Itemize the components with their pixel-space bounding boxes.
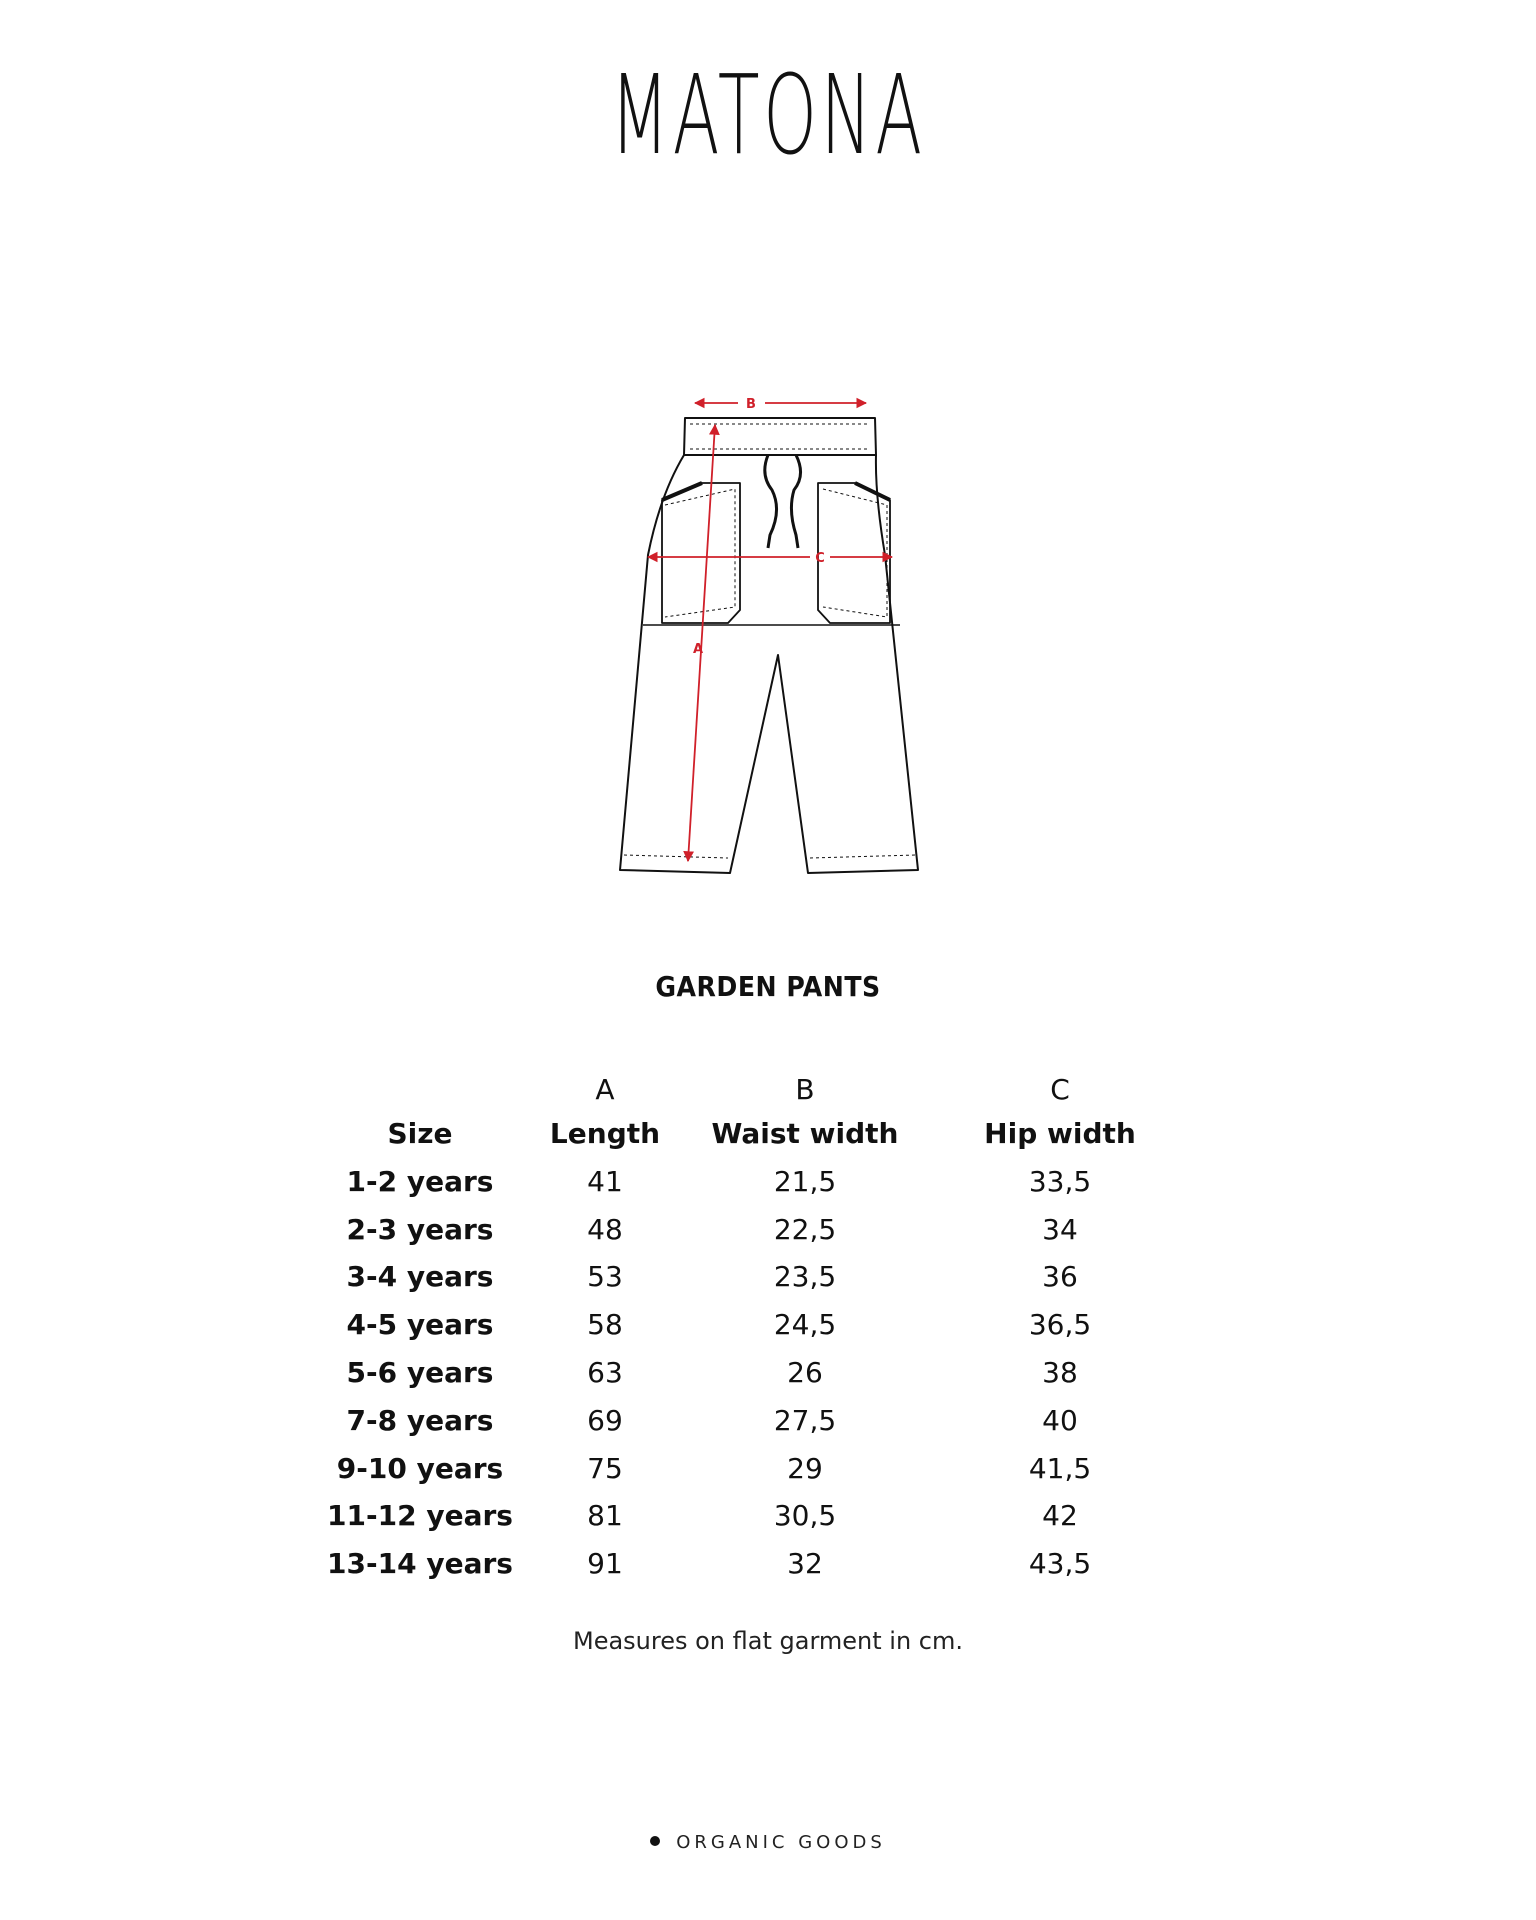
cell-size: 1-2 years — [346, 1164, 494, 1198]
cell-hip-width: 36 — [1042, 1260, 1078, 1294]
cell-size: 4-5 years — [346, 1308, 494, 1342]
table-row — [300, 1349, 1200, 1397]
cell-waist-width: 27,5 — [773, 1403, 837, 1437]
cell-waist-width: 30,5 — [773, 1499, 837, 1533]
table-row — [300, 1492, 1200, 1540]
cell-length: 91 — [587, 1547, 623, 1581]
pants-outline — [620, 418, 918, 873]
cell-size: 2-3 years — [346, 1212, 494, 1246]
cell-length: 48 — [587, 1212, 623, 1246]
cell-length: 63 — [587, 1355, 623, 1389]
cell-hip-width: 33,5 — [1028, 1164, 1092, 1198]
table-row — [300, 1397, 1200, 1445]
table-row — [300, 1540, 1200, 1588]
label-a: A — [692, 642, 704, 657]
cell-hip-width: 36,5 — [1028, 1308, 1092, 1342]
header-hip-width: Hip width — [984, 1117, 1136, 1150]
cell-waist-width: 22,5 — [773, 1212, 837, 1246]
cell-size: 13-14 years — [327, 1547, 513, 1581]
cell-length: 58 — [587, 1308, 623, 1342]
letter-c: C — [1050, 1073, 1070, 1106]
product-title: GARDEN PANTS — [655, 970, 881, 1003]
measurement-note: Measures on flat garment in cm. — [572, 1627, 963, 1655]
cell-size: 5-6 years — [346, 1355, 494, 1389]
cell-waist-width: 32 — [787, 1547, 823, 1581]
letter-a: A — [595, 1073, 615, 1106]
table-row — [300, 1253, 1200, 1301]
cell-waist-width: 21,5 — [773, 1164, 837, 1198]
cell-length: 75 — [587, 1451, 623, 1485]
cell-length: 41 — [587, 1164, 623, 1198]
footer — [0, 1832, 1536, 1853]
cell-length: 81 — [587, 1499, 623, 1533]
cell-hip-width: 38 — [1042, 1355, 1078, 1389]
header-waist-width: Waist width — [711, 1117, 899, 1150]
cell-waist-width: 26 — [787, 1355, 823, 1389]
cell-size: 9-10 years — [336, 1451, 504, 1485]
table-header-row — [300, 1110, 1200, 1158]
table-row — [300, 1158, 1200, 1206]
cell-length: 53 — [587, 1260, 623, 1294]
garment-diagram — [600, 385, 940, 885]
letter-b: B — [795, 1073, 815, 1106]
table-row — [300, 1301, 1200, 1349]
bullet-icon — [650, 1836, 660, 1846]
table-row — [300, 1445, 1200, 1493]
cell-length: 69 — [587, 1403, 623, 1437]
table-letter-row — [300, 1070, 1200, 1110]
cell-size: 7-8 years — [346, 1403, 494, 1437]
label-b: B — [746, 397, 756, 412]
cell-hip-width: 43,5 — [1028, 1547, 1092, 1581]
cell-waist-width: 29 — [787, 1451, 823, 1485]
header-length: Length — [549, 1117, 661, 1150]
table-row — [300, 1206, 1200, 1254]
cell-waist-width: 24,5 — [773, 1308, 837, 1342]
label-c: C — [815, 551, 825, 566]
cell-size: 3-4 years — [346, 1260, 494, 1294]
cell-hip-width: 42 — [1042, 1499, 1078, 1533]
cell-waist-width: 23,5 — [773, 1260, 837, 1294]
cell-hip-width: 34 — [1042, 1212, 1078, 1246]
size-table — [300, 1070, 1200, 1588]
footer-text: ORGANIC GOODS — [676, 1832, 886, 1853]
header-size: Size — [387, 1117, 453, 1150]
table-body — [300, 1158, 1200, 1588]
cell-size: 11-12 years — [327, 1499, 513, 1533]
cell-hip-width: 41,5 — [1028, 1451, 1092, 1485]
cell-hip-width: 40 — [1042, 1403, 1078, 1437]
measurement-arrows — [648, 403, 892, 861]
brand-logo: MATONA — [610, 51, 926, 179]
